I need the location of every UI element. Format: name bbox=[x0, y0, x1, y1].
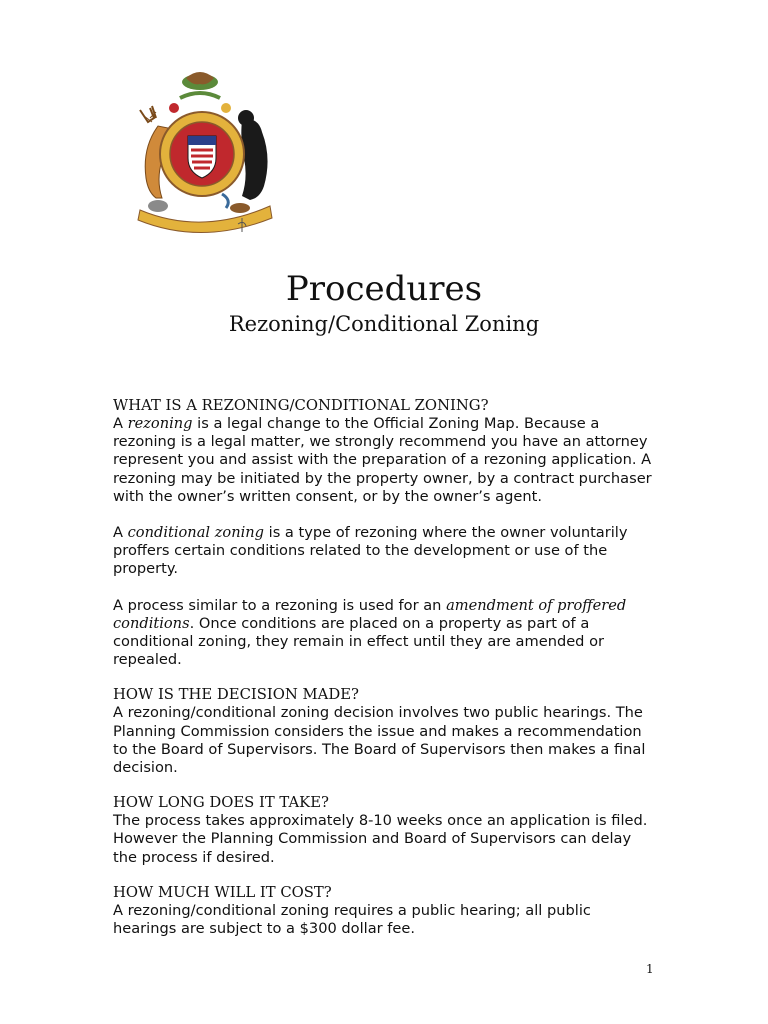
section-heading-long: HOW LONG DOES IT TAKE? bbox=[113, 794, 329, 812]
paragraph-decision: A rezoning/conditional zoning decision involves two public hearings. The Planning Commission considers the issue and makes a recommendation to the Board of Supervisors. The Board of Supervisors then makes a final decision. bbox=[113, 704, 646, 777]
text-run: is a type of rezoning where the owner voluntarily proffers certain conditions related to the development or use of the property. bbox=[113, 524, 628, 578]
paragraph-conditional-zoning bbox=[113, 524, 658, 579]
text-run: A bbox=[113, 415, 128, 432]
text-run: . Once conditions are placed on a property as part of a conditional zoning, they remain in effect until they are amended or repealed. bbox=[113, 614, 605, 669]
paragraph-duration: The process takes approximately 8-10 weeks once an application is filed. However the Planning Commission and Board of Supervisors can delay the process if desired. bbox=[113, 812, 648, 866]
term-rezoning: rezoning bbox=[127, 415, 193, 432]
section-heading-cost: HOW MUCH WILL IT COST? bbox=[113, 883, 332, 901]
term-amendment: amendment of proffered conditions bbox=[113, 596, 627, 632]
page-subtitle: Rezoning/Conditional Zoning bbox=[228, 312, 540, 336]
county-seal-icon bbox=[122, 68, 282, 234]
section-heading-what: WHAT IS A REZONING/CONDITIONAL ZONING? bbox=[113, 397, 489, 414]
text-run: A process similar to a rezoning is used for an bbox=[113, 596, 447, 614]
document-body bbox=[113, 396, 658, 938]
term-conditional-zoning: conditional zoning bbox=[127, 524, 264, 542]
paragraph-amendment bbox=[113, 597, 658, 670]
text-run: A bbox=[113, 524, 128, 542]
paragraph-rezoning bbox=[113, 415, 658, 506]
paragraph-cost: A rezoning/conditional zoning requires a public hearing; all public hearings are subject to a $300 dollar fee. bbox=[113, 901, 591, 938]
page-number: 1 bbox=[646, 962, 654, 976]
section-heading-how: HOW IS THE DECISION MADE? bbox=[113, 686, 359, 704]
page-title: Procedures bbox=[285, 269, 483, 309]
text-run: is a legal change to the Official Zoning Map. Because a rezoning is a legal matter, we strongly recommend you have an attorney represent you and assist with the preparation of a rezoning application. A rezoning may be initiated by the property owner, by a contract purchaser with the owner’s written consent, or by the owner’s agent. bbox=[113, 415, 652, 505]
